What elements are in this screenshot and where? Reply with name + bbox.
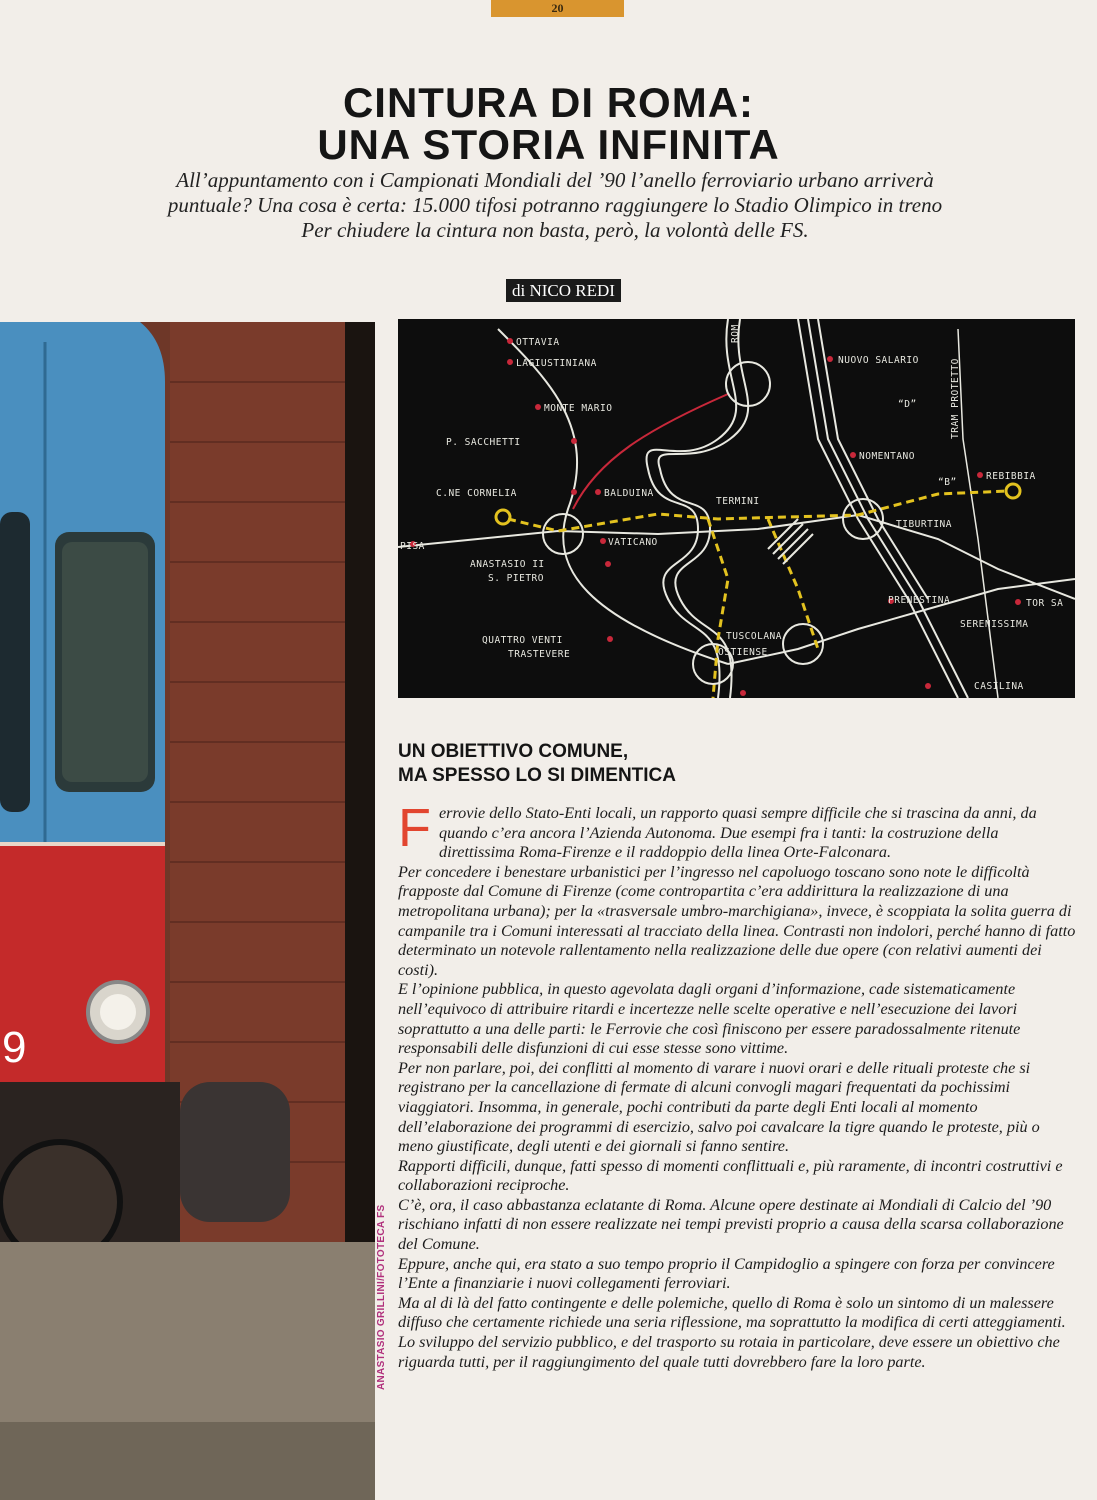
paragraph-1 — [398, 798, 1078, 863]
map-label-serenissima: SERENISSIMA — [960, 619, 1029, 630]
map-label-tuscolana: TUSCOLANA — [726, 631, 782, 642]
drop-cap: F — [398, 798, 431, 858]
map-label-vaticano: VATICANO — [608, 537, 658, 548]
paragraph-6: C’è, ora, il caso abbastanza eclatante di Roma. Alcune opere destinate ai Mondiali di Calcio del ’90 rischiano infatti di non essere realizzate nei tempi previsti proprio a causa della scarsa collaborazione del Comune. — [398, 1195, 1064, 1254]
article-title — [0, 79, 1097, 168]
map-label-rebibbia: REBIBBIA — [986, 471, 1036, 482]
map-label-s-pietro: S. PIETRO — [488, 573, 544, 584]
photo-credit-text: ANASTASIO GRILLINI/FOTOTECA FS — [376, 1204, 387, 1390]
section-heading-line-1: UN OBIETTIVO COMUNE, — [398, 741, 629, 762]
paragraph-9: Lo sviluppo del servizio pubblico, e del trasporto su rotaia in particolare, deve essere un obiettivo che riguarda tutti, per il raggiungimento del quale tutti dovrebbero fare la loro parte. — [398, 1333, 1060, 1371]
map-label-nomentano: NOMENTANO — [859, 451, 915, 462]
article-body — [398, 798, 1078, 1372]
map-label-p-sacchetti: P. SACCHETTI — [446, 437, 521, 448]
map-label-nuovo-salario: NUOVO SALARIO — [838, 355, 919, 366]
paragraph-8: Ma al di là del fatto contingente e delle polemiche, quello di Roma è solo un sintomo di un malessere diffuso che certamente richiede una seria riflessione, ma soprattutto la modifica di certi atteggiamenti. — [398, 1293, 1066, 1332]
page-number: 20 — [491, 0, 624, 17]
map-label-tram-protetto: TRAM PROTETTO — [950, 358, 961, 439]
paragraph-4: Per non parlare, poi, dei conflitti al momento di varare i nuovi orari e delle rituali proteste che si registrano per la cancellazione di fermate di alcuni convogli magari frequentati da pochissimi viaggiatori. Insomma, in generale, pochi contributi da parte degli Enti locali al momento dell’elaborazione dei programmi di esercizio, salvo poi cavalcare la tigre quando le proteste, più o meno giustificate, degli utenti e dei giornali si fanno sentire. — [398, 1058, 1040, 1156]
map-label-lagiustiniana: LAGIUSTINIANA — [516, 358, 597, 369]
map-label-quattro-venti: QUATTRO VENTI — [482, 635, 563, 646]
map-label-trastevere: TRASTEVERE — [508, 649, 571, 660]
railway-map — [398, 319, 1075, 698]
map-label-prenestina: PRENESTINA — [888, 595, 951, 606]
map-label-balduina: BALDUINA — [604, 488, 654, 499]
subtitle-line-3: Per chiudere la cintura non basta, però, la volontà delle FS. — [301, 218, 809, 242]
paragraph-7: Eppure, anche qui, era stato a suo tempo proprio il Campidoglio a spingere con forza per convincere l’Ente a finanziarie i nuovi collegamenti ferroviari. — [398, 1254, 1055, 1293]
map-label-cne-cornelia: C.NE CORNELIA — [436, 488, 517, 499]
map-label-anastasio: ANASTASIO II — [470, 559, 545, 570]
train-number: 9 — [2, 1023, 27, 1072]
train-photo — [0, 322, 375, 1500]
map-label-monte-mario: MONTE MARIO — [544, 403, 613, 414]
paragraph-1-text: errovie dello Stato-Enti locali, un rapporto quasi sempre difficile che si trascina da anni, da quando c’era ancora l’Azienda Autonoma. Due esempi fra i tanti: la costruzione della direttissima Roma-Firenze e il raddoppio della linea Orte-Falconara. — [439, 804, 1037, 862]
map-label-line-b: “B” — [938, 477, 957, 488]
author-byline: di NICO REDI — [506, 279, 621, 302]
section-heading-line-2: MA SPESSO LO SI DIMENTICA — [398, 765, 676, 786]
train-illustration — [0, 322, 375, 1500]
paragraph-2: Per concedere i benestare urbanistici per l’ingresso nel capoluogo toscano sono note le difficoltà frapposte dal Comune di Firenze (come contropartita c’era addirittura la realizzazione di una metropolitana urbana); per la «trasversale umbro-marchigiana», invece, è scoppiata la solita guerra di campanile tra i Comuni interessati al tracciato della linea. Contrasti non indolori, perché hanno di fatto determinato un notevole rallentamento nella realizzazione delle due opere (con relativi aumenti dei costi). — [398, 862, 1076, 979]
title-line-2: UNA STORIA INFINITA — [317, 121, 780, 168]
map-label-tor-sa: TOR SA — [1026, 598, 1064, 609]
title-line-1: CINTURA DI ROMA: — [342, 79, 755, 126]
subtitle-line-2: puntuale? Una cosa è certa: 15.000 tifosi potranno raggiungere lo Stadio Olimpico in treno — [167, 193, 943, 217]
map-label-tiburtina: TIBURTINA — [896, 519, 952, 530]
map-label-rom: ROM — [730, 324, 741, 343]
section-heading — [398, 740, 1058, 788]
map-label-ottavia: OTTAVIA — [516, 337, 560, 348]
article-subtitle — [120, 168, 990, 243]
map-label-casilina: CASILINA — [974, 681, 1024, 692]
subtitle-line-1: All’appuntamento con i Campionati Mondiali del ’90 l’anello ferroviario urbano arriverà — [176, 168, 934, 192]
map-label-pisa: PISA — [400, 541, 425, 552]
map-label-line-d: “D” — [898, 399, 917, 410]
paragraph-3: E l’opinione pubblica, in questo agevolata dagli organi d’informazione, cade sistematicamente nell’equivoco di attribuire ritardi e incertezze nelle scelte operative e nell’esecuzione dei lavori soprattutto a una delle parti: le Ferrovie che così finiscono per essere paradossalmente ritenute responsabili delle disfunzioni di cui esse stesse sono vittime. — [398, 980, 1021, 1058]
paragraph-5: Rapporti difficili, dunque, fatti spesso di momenti conflittuali e, più raramente, di incontri costruttivi e collaborazioni reciproche. — [398, 1156, 1063, 1195]
map-label-ostiense: OSTIENSE — [718, 647, 768, 658]
map-label-termini: TERMINI — [716, 496, 760, 507]
